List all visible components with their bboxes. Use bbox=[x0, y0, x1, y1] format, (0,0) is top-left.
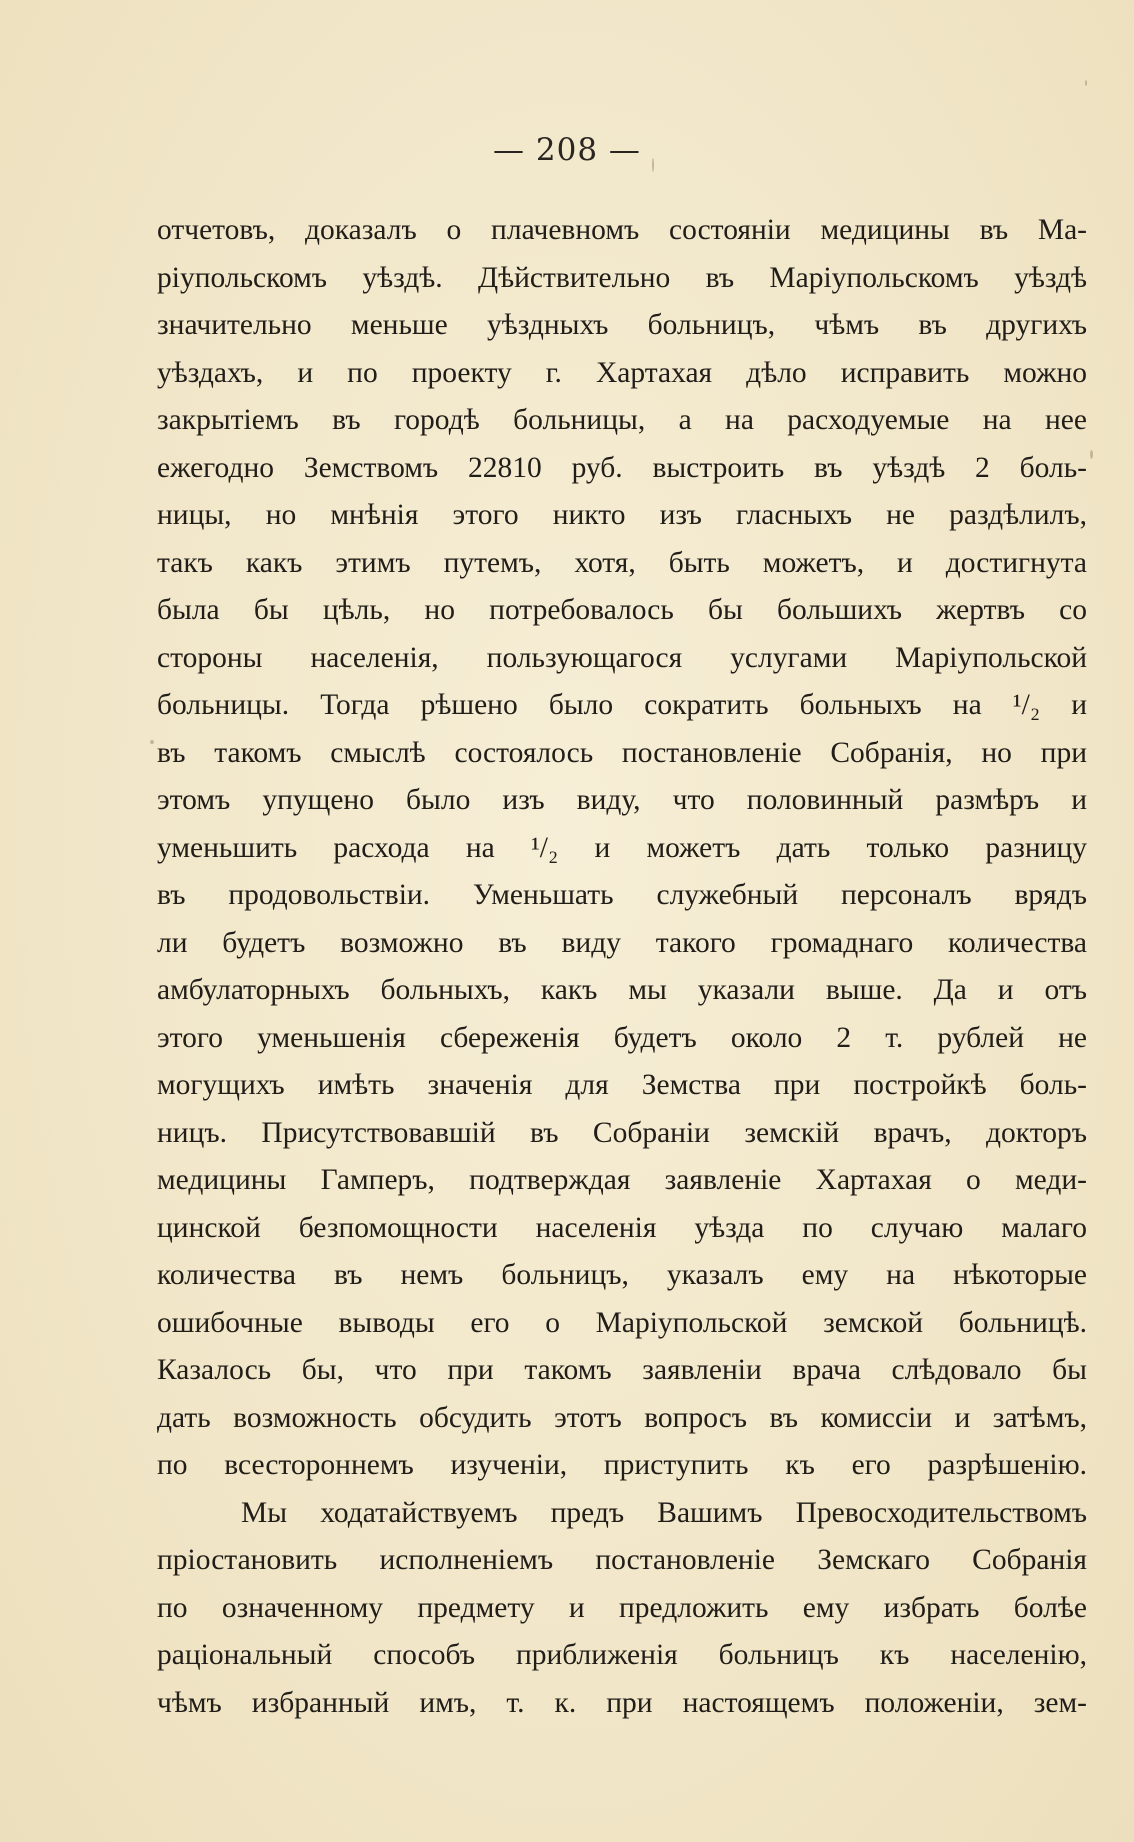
text-line: въ такомъ смыслѣ состоялось постановленiе Собранiя, но при bbox=[157, 736, 1087, 769]
paper-speck bbox=[652, 158, 654, 172]
text-line: такъ какъ этимъ путемъ, хотя, быть можетъ, и достигнута bbox=[157, 546, 1087, 579]
paper-speck bbox=[1090, 450, 1093, 459]
text-line: уменьшить расхода на ¹/₂ и можетъ дать только разницу bbox=[157, 831, 1087, 864]
text-line: Мы ходатайствуемъ предъ Вашимъ Превосходительствомъ bbox=[241, 1496, 1087, 1529]
text-line: по всестороннемъ изученiи, приступить къ его разрѣшенiю. bbox=[157, 1449, 1087, 1481]
body-text bbox=[157, 207, 1087, 1727]
text-line: стороны населенiя, пользующагося услугами Марiупольской bbox=[157, 641, 1087, 674]
text-line: этого уменьшенiя сбереженiя будетъ около 2 т. рублей не bbox=[157, 1021, 1087, 1054]
text-line: больницы. Тогда рѣшено было сократить больныхъ на ¹/₂ и bbox=[157, 689, 1087, 721]
text-line: рiупольскомъ уѣздѣ. Дѣйствительно въ Марiупольскомъ уѣздѣ bbox=[157, 261, 1087, 294]
text-line: уѣздахъ, и по проекту г. Хартахая дѣло исправить можно bbox=[157, 356, 1087, 389]
text-line: ницы, но мнѣнiя этого никто изъ гласныхъ не раздѣлилъ, bbox=[157, 499, 1087, 531]
text-line: въ продовольствiи. Уменьшать служебный персоналъ врядъ bbox=[157, 879, 1087, 911]
text-line: ницъ. Присутствовавшiй въ Собранiи земскiй врачъ, докторъ bbox=[157, 1116, 1087, 1149]
text-line: ли будетъ возможно въ виду такого громаднаго количества bbox=[157, 926, 1087, 959]
text-line: значительно меньше уѣздныхъ больницъ, чѣмъ въ другихъ bbox=[157, 309, 1087, 341]
text-line: закрытiемъ въ городѣ больницы, а на расходуемые на нее bbox=[157, 404, 1087, 436]
text-line: по означенному предмету и предложить ему избрать болѣе bbox=[157, 1591, 1087, 1624]
text-line: Казалось бы, что при такомъ заявленiи врача слѣдовало бы bbox=[157, 1354, 1087, 1386]
text-line: ежегодно Земствомъ 22810 руб. выстроить въ уѣздѣ 2 боль- bbox=[157, 451, 1087, 484]
text-line: могущихъ имѣть значенiя для Земства при постройкѣ боль- bbox=[157, 1069, 1087, 1101]
text-line: отчетовъ, доказалъ о плачевномъ состоянiи медицины въ Ма- bbox=[157, 214, 1087, 246]
text-line: цинской безпомощности населенiя уѣзда по случаю малаго bbox=[157, 1211, 1087, 1244]
text-line: рацiональный способъ приближенiя больницъ къ населенiю, bbox=[157, 1639, 1087, 1671]
page-number: — 208 — bbox=[493, 132, 641, 168]
paper-speck bbox=[1085, 80, 1087, 86]
text-line: количества въ немъ больницъ, указалъ ему на нѣкоторые bbox=[157, 1259, 1087, 1291]
text-line: чѣмъ избранный имъ, т. к. при настоящемъ положенiи, зем- bbox=[157, 1686, 1087, 1719]
text-line: ошибочные выводы его о Марiупольской земской больницѣ. bbox=[157, 1306, 1087, 1339]
text-line: этомъ упущено было изъ виду, что половинный размѣръ и bbox=[157, 784, 1087, 816]
paper-speck bbox=[150, 740, 154, 744]
text-line: дать возможность обсудить этотъ вопросъ въ комиссiи и затѣмъ, bbox=[157, 1401, 1087, 1434]
text-line: прiостановить исполненiемъ постановленiе Земскаго Собранiя bbox=[157, 1544, 1087, 1576]
text-line: была бы цѣль, но потребовалось бы большихъ жертвъ со bbox=[157, 594, 1087, 626]
text-line: медицины Гамперъ, подтверждая заявленiе Хартахая о меди- bbox=[157, 1164, 1087, 1196]
text-line: амбулаторныхъ больныхъ, какъ мы указали выше. Да и отъ bbox=[157, 974, 1087, 1006]
